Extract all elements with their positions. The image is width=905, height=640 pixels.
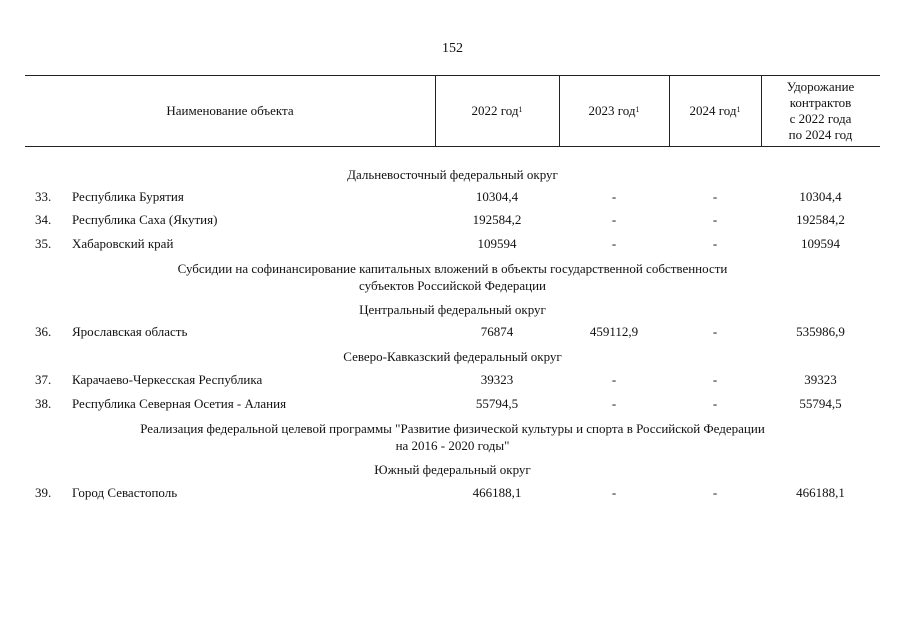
section-heading: Реализация федеральной целевой программы "Развитие физической культуры и спорта в Российской Федерации на 2016 - 2020 годы" xyxy=(140,421,765,453)
header-name: Наименование объекта xyxy=(166,103,294,118)
row-total: 466188,1 xyxy=(796,485,845,500)
table-row xyxy=(25,396,880,414)
row-2023: - xyxy=(611,485,617,500)
row-2023: 459112,9 xyxy=(589,324,639,339)
row-2024: - xyxy=(712,236,718,251)
row-total: 535986,9 xyxy=(796,324,845,339)
row-number: 38. xyxy=(35,396,52,411)
row-name: Город Севастополь xyxy=(72,485,178,500)
row-total: 109594 xyxy=(801,236,840,251)
row-name: Хабаровский край xyxy=(72,236,174,251)
table-row xyxy=(25,485,880,503)
row-total: 39323 xyxy=(804,372,837,387)
row-name: Республика Бурятия xyxy=(72,189,184,204)
row-2024: - xyxy=(712,485,718,500)
row-total: 10304,4 xyxy=(799,189,842,204)
row-2024: - xyxy=(712,189,718,204)
footnote-mark: 1 xyxy=(518,105,523,114)
row-total: 55794,5 xyxy=(799,396,842,411)
row-2023: - xyxy=(611,372,617,387)
row-name: Карачаево-Черкесская Республика xyxy=(72,372,263,387)
row-2022: 39323 xyxy=(480,372,514,387)
header-increase: Удорожание контрактов с 2022 года по 2024 год xyxy=(786,79,855,142)
row-2023: - xyxy=(611,212,617,227)
header-bottom-rule xyxy=(25,146,880,147)
row-number: 35. xyxy=(35,236,52,251)
section-heading: Северо-Кавказский федеральный округ xyxy=(343,349,562,364)
row-2022: 10304,4 xyxy=(475,189,519,204)
table-row xyxy=(25,372,880,390)
row-2024: - xyxy=(712,396,718,411)
row-2024: - xyxy=(712,212,718,227)
row-2024: - xyxy=(712,324,718,339)
row-name: Ярославская область xyxy=(72,324,188,339)
row-number: 33. xyxy=(35,189,52,204)
row-2023: - xyxy=(611,189,617,204)
header-2023: 2023 год $^1$ xyxy=(588,103,640,118)
row-2023: - xyxy=(611,236,617,251)
header-2024: 2024 год $^1$ xyxy=(689,103,741,118)
section-heading: Дальневосточный федеральный округ xyxy=(347,167,558,182)
row-2022: 109594 xyxy=(477,236,517,251)
row-number: 39. xyxy=(35,485,52,500)
page-number: 152 xyxy=(442,41,463,56)
row-number: 37. xyxy=(35,372,52,387)
row-2022: 466188,1 xyxy=(472,485,522,500)
row-number: 34. xyxy=(35,212,52,227)
table-row xyxy=(25,236,880,254)
section-heading: Центральный федеральный округ xyxy=(359,302,546,317)
footnote-mark: 1 xyxy=(736,105,741,114)
section-heading: Южный федеральный округ xyxy=(374,462,531,477)
row-2022: 192584,2 xyxy=(472,212,522,227)
footnote-mark: 1 xyxy=(635,105,640,114)
section-heading: Субсидии на софинансирование капитальных вложений в объекты государственной собственности субъектов Российской Федерации xyxy=(177,261,728,293)
row-total: 192584,2 xyxy=(796,212,845,227)
row-2022: 55794,5 xyxy=(475,396,519,411)
row-number: 36. xyxy=(35,324,52,339)
row-2023: - xyxy=(611,396,617,411)
row-2022: 76874 xyxy=(480,324,514,339)
row-name: Республика Северная Осетия - Алания xyxy=(72,396,287,411)
table-row xyxy=(25,189,880,207)
table-row xyxy=(25,324,880,342)
row-name: Республика Саха (Якутия) xyxy=(72,212,218,227)
header-2022: 2022 год $^1$ xyxy=(471,103,523,118)
row-2024: - xyxy=(712,372,718,387)
table-row xyxy=(25,212,880,230)
